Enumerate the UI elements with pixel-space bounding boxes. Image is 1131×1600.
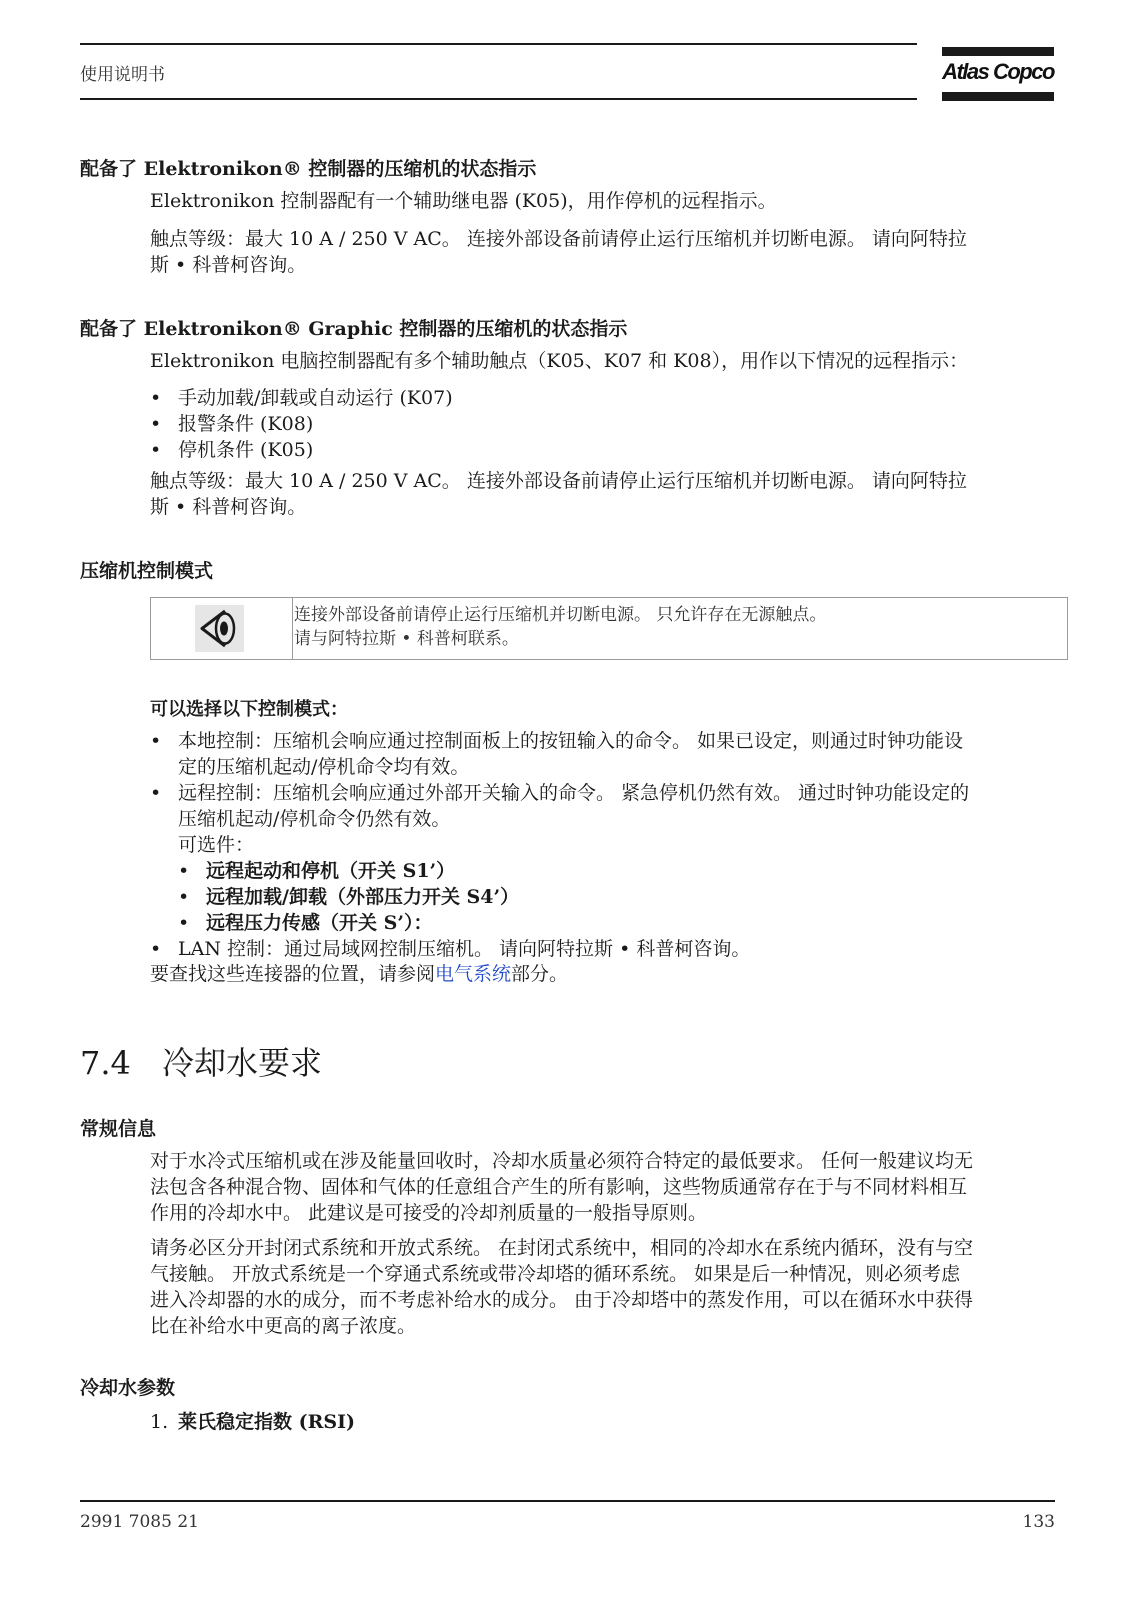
note-text: 连接外部设备前请停止运行压缩机并切断电源。 只允许存在无源触点。 请与阿特拉斯 • 科普柯联系。 bbox=[294, 605, 827, 649]
chapter-heading-7-4: 7.4 冷却水要求 bbox=[80, 1044, 323, 1082]
section-heading-control-modes: 压缩机控制模式 bbox=[80, 560, 214, 582]
list-item: • 停机条件 (K05) bbox=[150, 439, 314, 461]
paragraph-elektronikon-relay: Elektronikon 控制器配有一个辅助继电器 (K05)，用作停机的远程指示。 bbox=[150, 190, 777, 212]
paragraph-general-1: 对于水冷式压缩机或在涉及能量回收时，冷却水质量必须符合特定的最低要求。 任何一般建议均无 法包含各种混合物、固体和气体的任意组合产生的所有影响，这些物质通常存在于与不同材料相互 作用的冷却水中。 此建议是可接受的冷却剂质量的一般指导原则。 bbox=[150, 1150, 974, 1224]
header-top-rule bbox=[80, 43, 917, 45]
footer-rule bbox=[80, 1500, 1055, 1502]
list-item: • 报警条件 (K08) bbox=[150, 413, 314, 435]
section-heading-cooling-params: 冷却水参数 bbox=[80, 1377, 176, 1399]
list-item: • 远程压力传感（开关 S’）： bbox=[178, 912, 433, 934]
list-item: • 远程加载/卸载（外部压力开关 S4’） bbox=[178, 886, 520, 908]
list-item-remote-control: • 远程控制：压缩机会响应通过外部开关输入的命令。 紧急停机仍然有效。 通过时钟功能设定的 压缩机起动/停机命令仍然有效。 可选件： • 远程起动和停机（开关 S1’） • 远程加载/卸载（外部压力开关 S4’） • 远程压力传感（开关 S’）： bbox=[150, 780, 1060, 936]
list-item-lan-control: • LAN 控制：通过局域网控制压缩机。 请向阿特拉斯 • 科普柯咨询。 bbox=[150, 938, 751, 960]
atlas-copco-logo: Atlas Copco bbox=[942, 47, 1054, 101]
contact-bullet-list bbox=[150, 385, 453, 463]
paragraph-contact-rating-2: 触点等级：最大 10 A / 250 V AC。 连接外部设备前请停止运行压缩机并切断电源。 请向阿特拉 斯 • 科普柯咨询。 bbox=[150, 470, 967, 518]
control-mode-list bbox=[150, 728, 1060, 962]
subheading-selectable-modes: 可以选择以下控制模式： bbox=[150, 699, 348, 720]
footer-page-number: 133 bbox=[1022, 1512, 1055, 1532]
list-item: • 远程起动和停机（开关 S1’） bbox=[178, 860, 456, 882]
footer-doc-number: 2991 7085 21 bbox=[80, 1512, 199, 1532]
paragraph-graphic-contacts: Elektronikon 电脑控制器配有多个辅助触点（K05、K07 和 K08），用作以下情况的远程指示： bbox=[150, 350, 969, 372]
section-heading-elektronikon-graphic: 配备了 Elektronikon® Graphic 控制器的压缩机的状态指示 bbox=[80, 318, 628, 340]
optional-label: 可选件： bbox=[178, 834, 255, 856]
section-heading-general-info: 常规信息 bbox=[80, 1118, 157, 1140]
remote-options-list bbox=[178, 858, 1060, 936]
header-bottom-rule bbox=[80, 98, 917, 100]
numbered-item-rsi: 1. 莱氏稳定指数 (RSI) bbox=[150, 1411, 355, 1433]
list-item-local-control: • 本地控制：压缩机会响应通过控制面板上的按钮输入的命令。 如果已设定，则通过时钟功能设 定的压缩机起动/停机命令均有效。 bbox=[150, 730, 964, 778]
paragraph-contact-rating-1: 触点等级：最大 10 A / 250 V AC。 连接外部设备前请停止运行压缩机并切断电源。 请向阿特拉 斯 • 科普柯咨询。 bbox=[150, 228, 967, 276]
header-title: 使用说明书 bbox=[80, 65, 165, 85]
eye-warning-icon bbox=[195, 605, 244, 652]
electrical-system-link[interactable]: 电气系统 bbox=[435, 963, 512, 985]
paragraph-general-2: 请务必区分开封闭式系统和开放式系统。 在封闭式系统中，相同的冷却水在系统内循环，没有与空 气接触。 开放式系统是一个穿通式系统或带冷却塔的循环系统。 如果是后一种情况，则必须考虑 进入冷却器的水的成分，而不考虑补给水的成分。 由于冷却塔中的蒸发作用，可以在循环水中获得 比在补给水中更高的离子浓度。 bbox=[150, 1237, 974, 1337]
paragraph-connector-reference: 要查找这些连接器的位置，请参阅电气系统部分。 bbox=[150, 963, 569, 985]
list-item: • 手动加载/卸载或自动运行 (K07) bbox=[150, 387, 453, 409]
note-box bbox=[150, 597, 1068, 660]
section-heading-elektronikon: 配备了 Elektronikon® 控制器的压缩机的状态指示 bbox=[80, 158, 537, 180]
